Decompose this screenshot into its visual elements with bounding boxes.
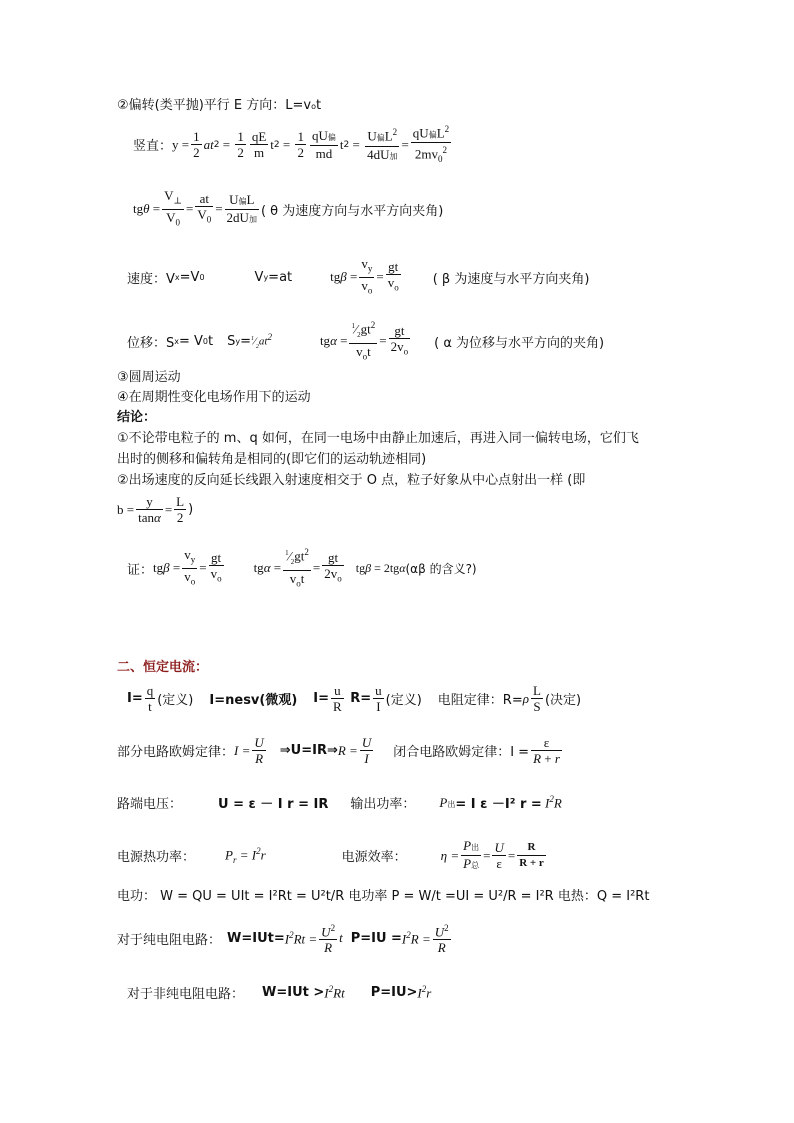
current-defs: I= $\frac{q}{t}$ (定义) I=nesv(微观) I= $\frac{u}{R}$ R= $\frac{u}{I}$ (定义) 电阻定律：R= ρ L S (决定) (127, 683, 582, 714)
proof-label: 证： (127, 562, 154, 578)
section2-title: 二、恒定电流： (117, 660, 209, 675)
pure-resistance: 对于纯电阻电路： W=IUt= $I^2Rt$ = $\frac{U^2}{R}$ t P=IU = $I^2R$ = $\frac{U^2}{R}$ (117, 923, 449, 956)
terminal-voltage: 路端电压： U = ε － I r = IR 输出功率： P出 = I ε －I² r = $I^2R$ (117, 793, 562, 812)
nonpure-resistance: 对于非纯电阻电路： W=IUt > $I^2Rt$ P=IU> $I^2r$ (127, 983, 432, 1002)
tg-theta-eq: tgθ = $\frac{V_\perp}{V_0}$ = $\frac{at}{V_0}$ = U偏L 2dU加 ( θ 为速度方向与水平方向夹角) (133, 188, 444, 228)
conclusion-1-line-1: ①不论带电粒子的 m、q 如何，在同一电场中由静止加速后，再进入同一偏转电场，它们飞 (117, 431, 639, 446)
displacement-eq: 位移：S x = V 0 t S y = $^1⁄_2at^2$ tgα = $^1⁄_2gt^2$ $v_ot$ = $\frac{gt}{2v_o}$ ( α 为位移与水平方向的夹角) (127, 320, 605, 362)
vertical-label: 竖直： (133, 139, 173, 155)
conclusion-1-line-2: 出时的侧移和偏转角是相同的(即它们的运动轨迹相同) (117, 452, 427, 467)
speed-eq: 速度：V x =V 0 V y =at tgβ = $\frac{v_y}{v_o}$ = $\frac{gt}{v_o}$ ( β 为速度与水平方向夹角) (127, 256, 590, 296)
heat-efficiency: 电源热功率： $P_r = I^2r$ 电源效率： η = P出 P总 = $\frac{U}{\varepsilon}$ = $\frac{R}{R + r}$ (117, 838, 544, 871)
b-eq: b = $\frac{y}{\tan\alpha}$ = $\frac{L}{2}$ ) (117, 494, 194, 525)
deflection-title: ②偏转(类平抛)平行 E 方向：L=vot (117, 98, 322, 113)
theta-note: ( θ 为速度方向与水平方向夹角) (260, 203, 444, 219)
alpha-note: ( α 为位移与水平方向的夹角) (434, 335, 605, 351)
beta-note: ( β 为速度与水平方向夹角) (432, 271, 590, 287)
periodic-motion: ④在周期性变化电场作用下的运动 (117, 390, 311, 405)
vertical-eq: 竖直： y = $\frac{1}{2}$ at 2 = $\frac{1}{2}$ qE m t 2 = $\frac{1}{2}$ qU偏 md t 2 = U偏$L^2$ 4dU加 = qU偏$L^2$ $2mv_0^2$ (133, 124, 450, 165)
ohm-law: 部分电路欧姆定律： I = $\frac{U}{R}$ ⇒U=IR⇒ R = $\frac{U}{I}$ 闭合电路欧姆定律：I = $\frac{\varepsilon}{R + r}$ (117, 735, 560, 766)
work-power-line: 电功： W = QU = UIt = I²Rt = U²t/R 电功率 P = W/t =UI = U²/R = I²R 电热：Q = I²Rt (117, 889, 650, 904)
circular-motion: ③圆周运动 (117, 370, 181, 385)
conclusion-2-line-1: ②出场速度的反向延长线跟入射速度相交于 O 点，粒子好象从中心点射出一样 (即 (117, 473, 586, 488)
conclusion-heading: 结论： (117, 410, 157, 425)
proof-eq: 证： tgβ = $\frac{v_y}{v_o}$ = $\frac{gt}{v_o}$ tgα = $^1⁄_2gt^2$ $v_ot$ = $\frac{gt}{2v_o}$ tgβ = 2tgα (αβ 的含义?) (127, 547, 477, 589)
